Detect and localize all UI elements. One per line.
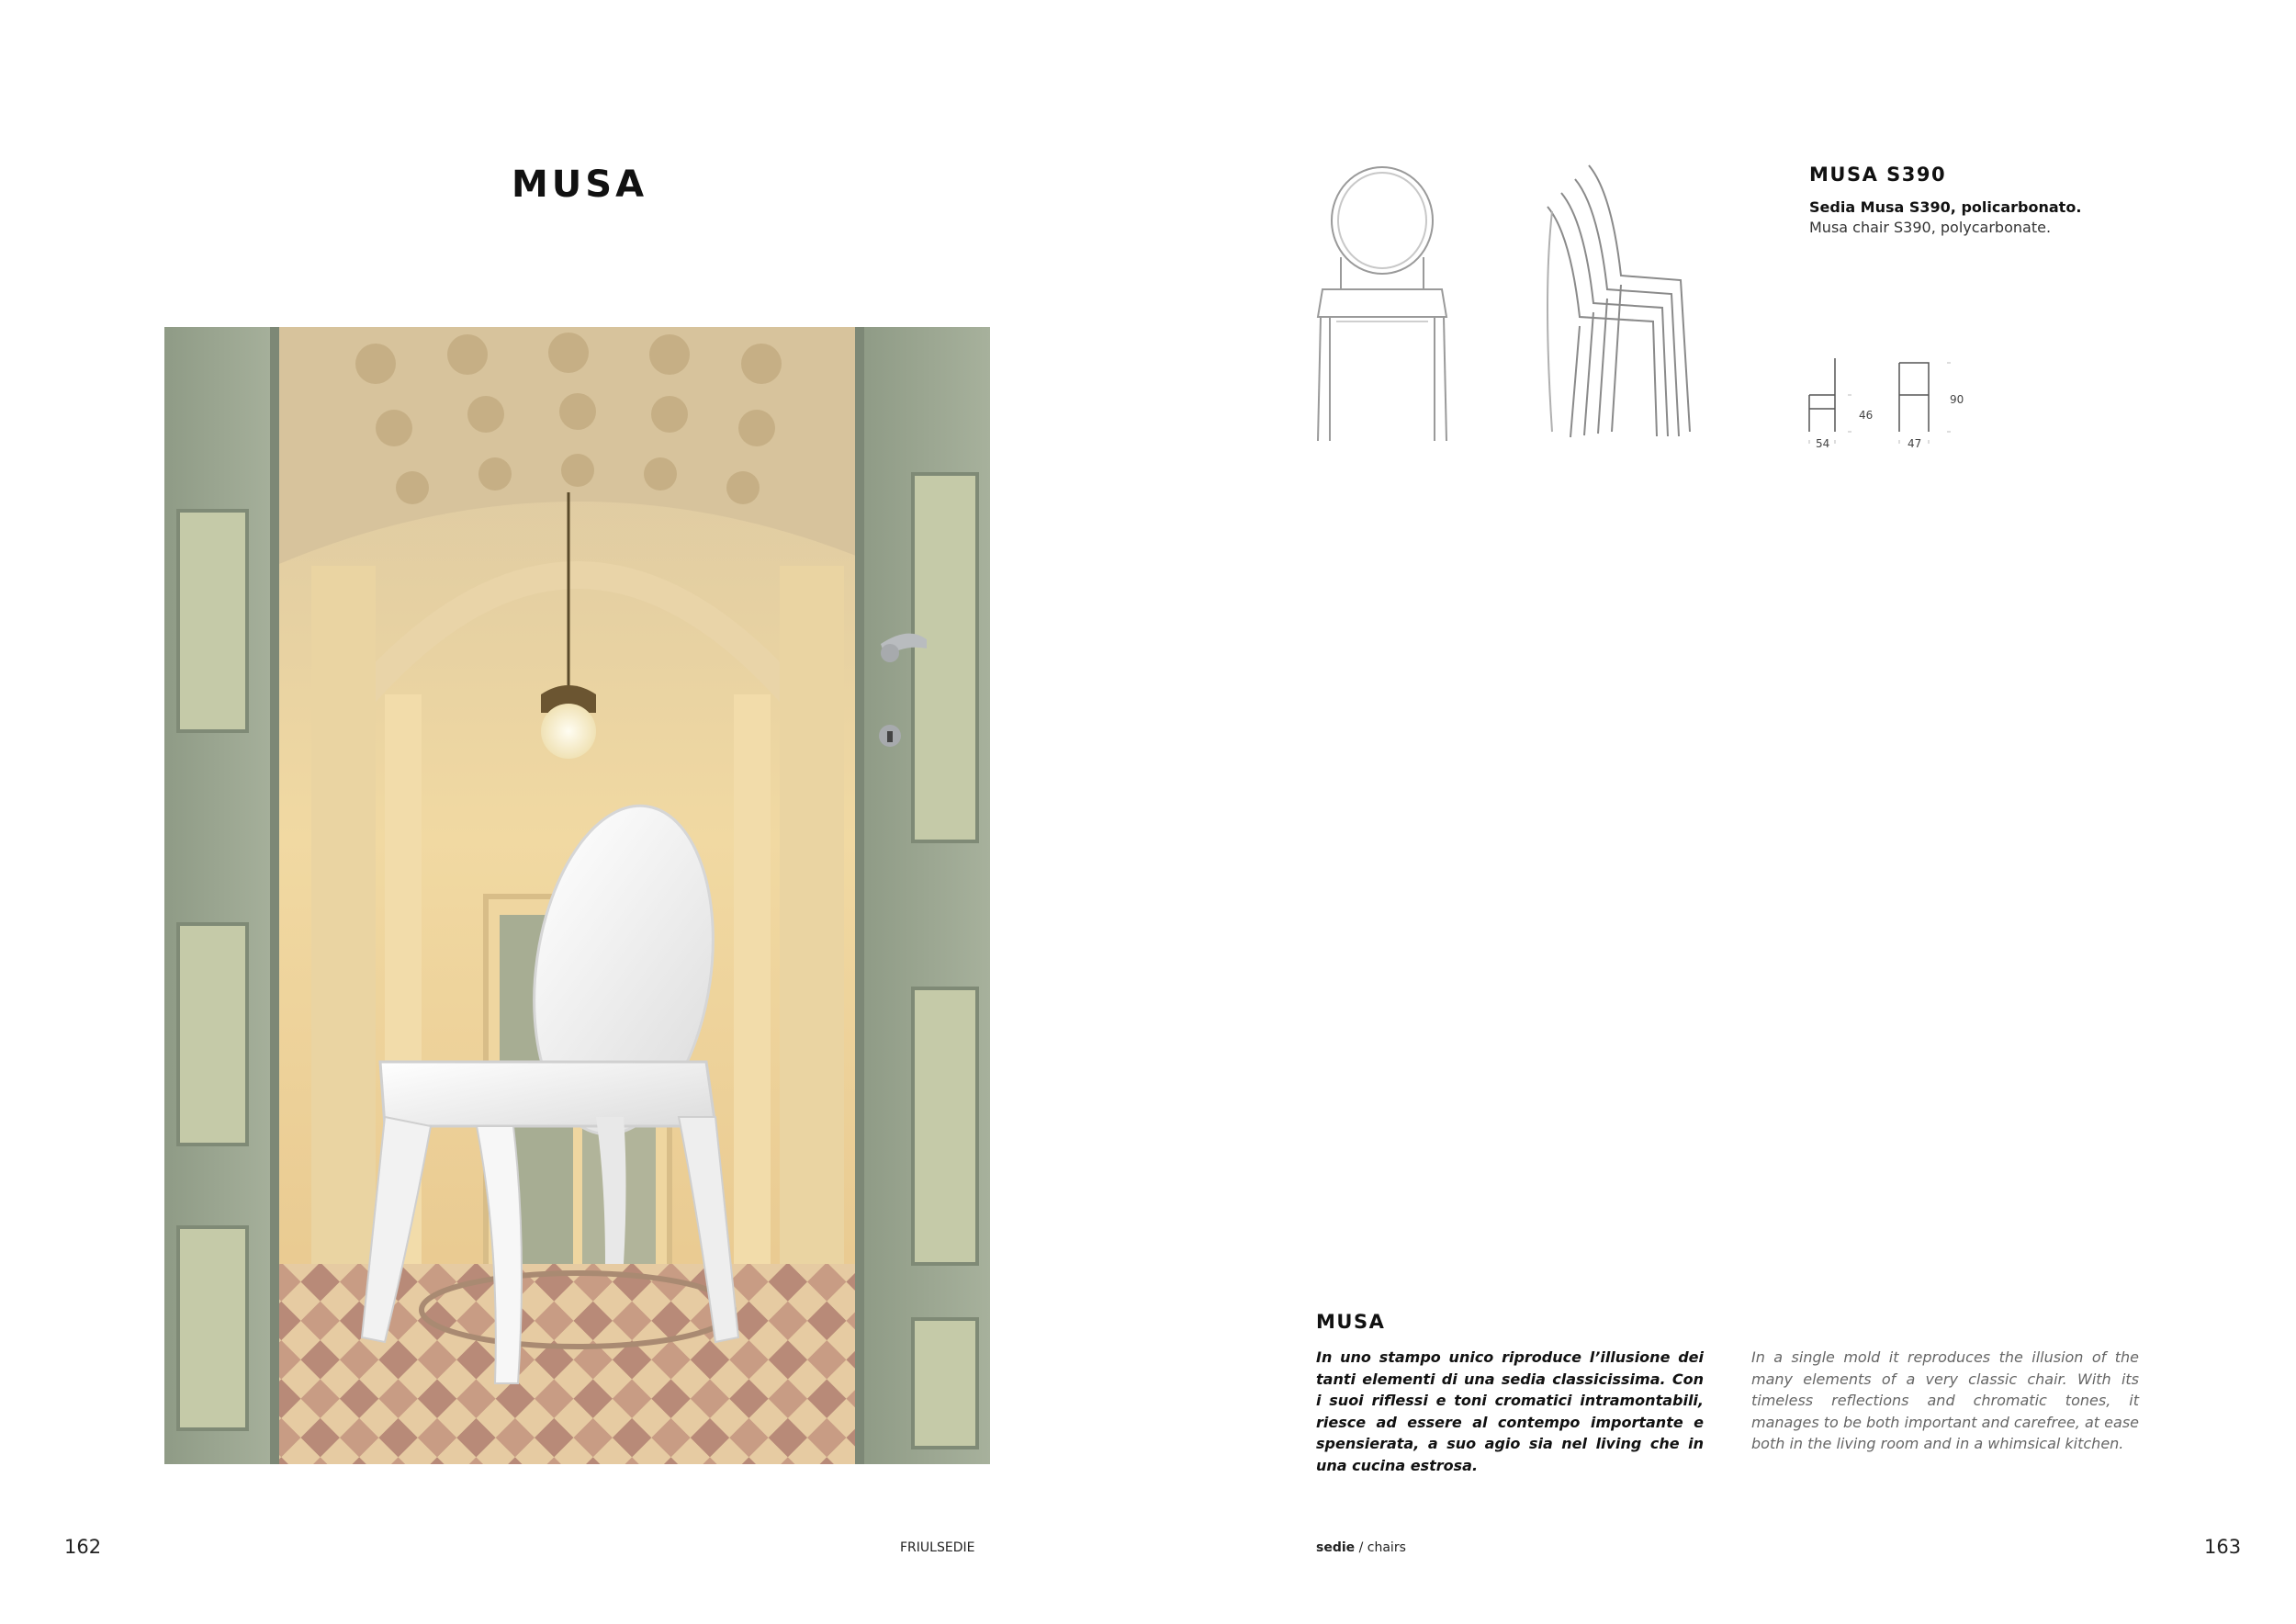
depth-label: 54 <box>1816 437 1830 450</box>
dimension-diagram <box>1800 354 1965 455</box>
section-title: MUSA <box>1316 1311 1386 1333</box>
page-title: MUSA <box>511 164 648 206</box>
page-number-right: 163 <box>2204 1536 2242 1558</box>
product-description-it: Sedia Musa S390, policarbonato. <box>1809 198 2082 216</box>
total-height-label: 90 <box>1950 393 1964 406</box>
category-it: sedie <box>1316 1540 1356 1555</box>
chair-front-image <box>1304 156 1456 450</box>
width-label: 47 <box>1908 437 1922 450</box>
product-photo <box>164 327 990 1464</box>
description-english: In a single mold it reproduces the illusion of the many elements of a very classic chair. With its timeless reflections and chromatic tones, it manages to be both important and carefree, at ease both in the living room and in a whimsical kitchen. <box>1751 1348 2139 1452</box>
category-label <box>1316 1540 1406 1555</box>
page-number-left: 162 <box>64 1536 102 1558</box>
brand-name: FRIULSEDIE <box>900 1540 975 1555</box>
chair-stack-image <box>1534 156 1727 450</box>
product-code-title: MUSA S390 <box>1809 164 1947 186</box>
category-separator: / <box>1355 1540 1367 1555</box>
seat-height-label: 46 <box>1859 409 1874 422</box>
description-italian: In uno stampo unico riproduce l’illusione dei tanti elementi di una sedia classicissima. Con i suoi riflessi e toni cromatici intramontabili, riesce ad essere al contempo importante e spensierata, a suo agio sia nel living che in una cucina estrosa. <box>1316 1348 1704 1474</box>
category-en: chairs <box>1367 1540 1406 1555</box>
product-description-en: Musa chair S390, polycarbonate. <box>1809 219 2052 236</box>
